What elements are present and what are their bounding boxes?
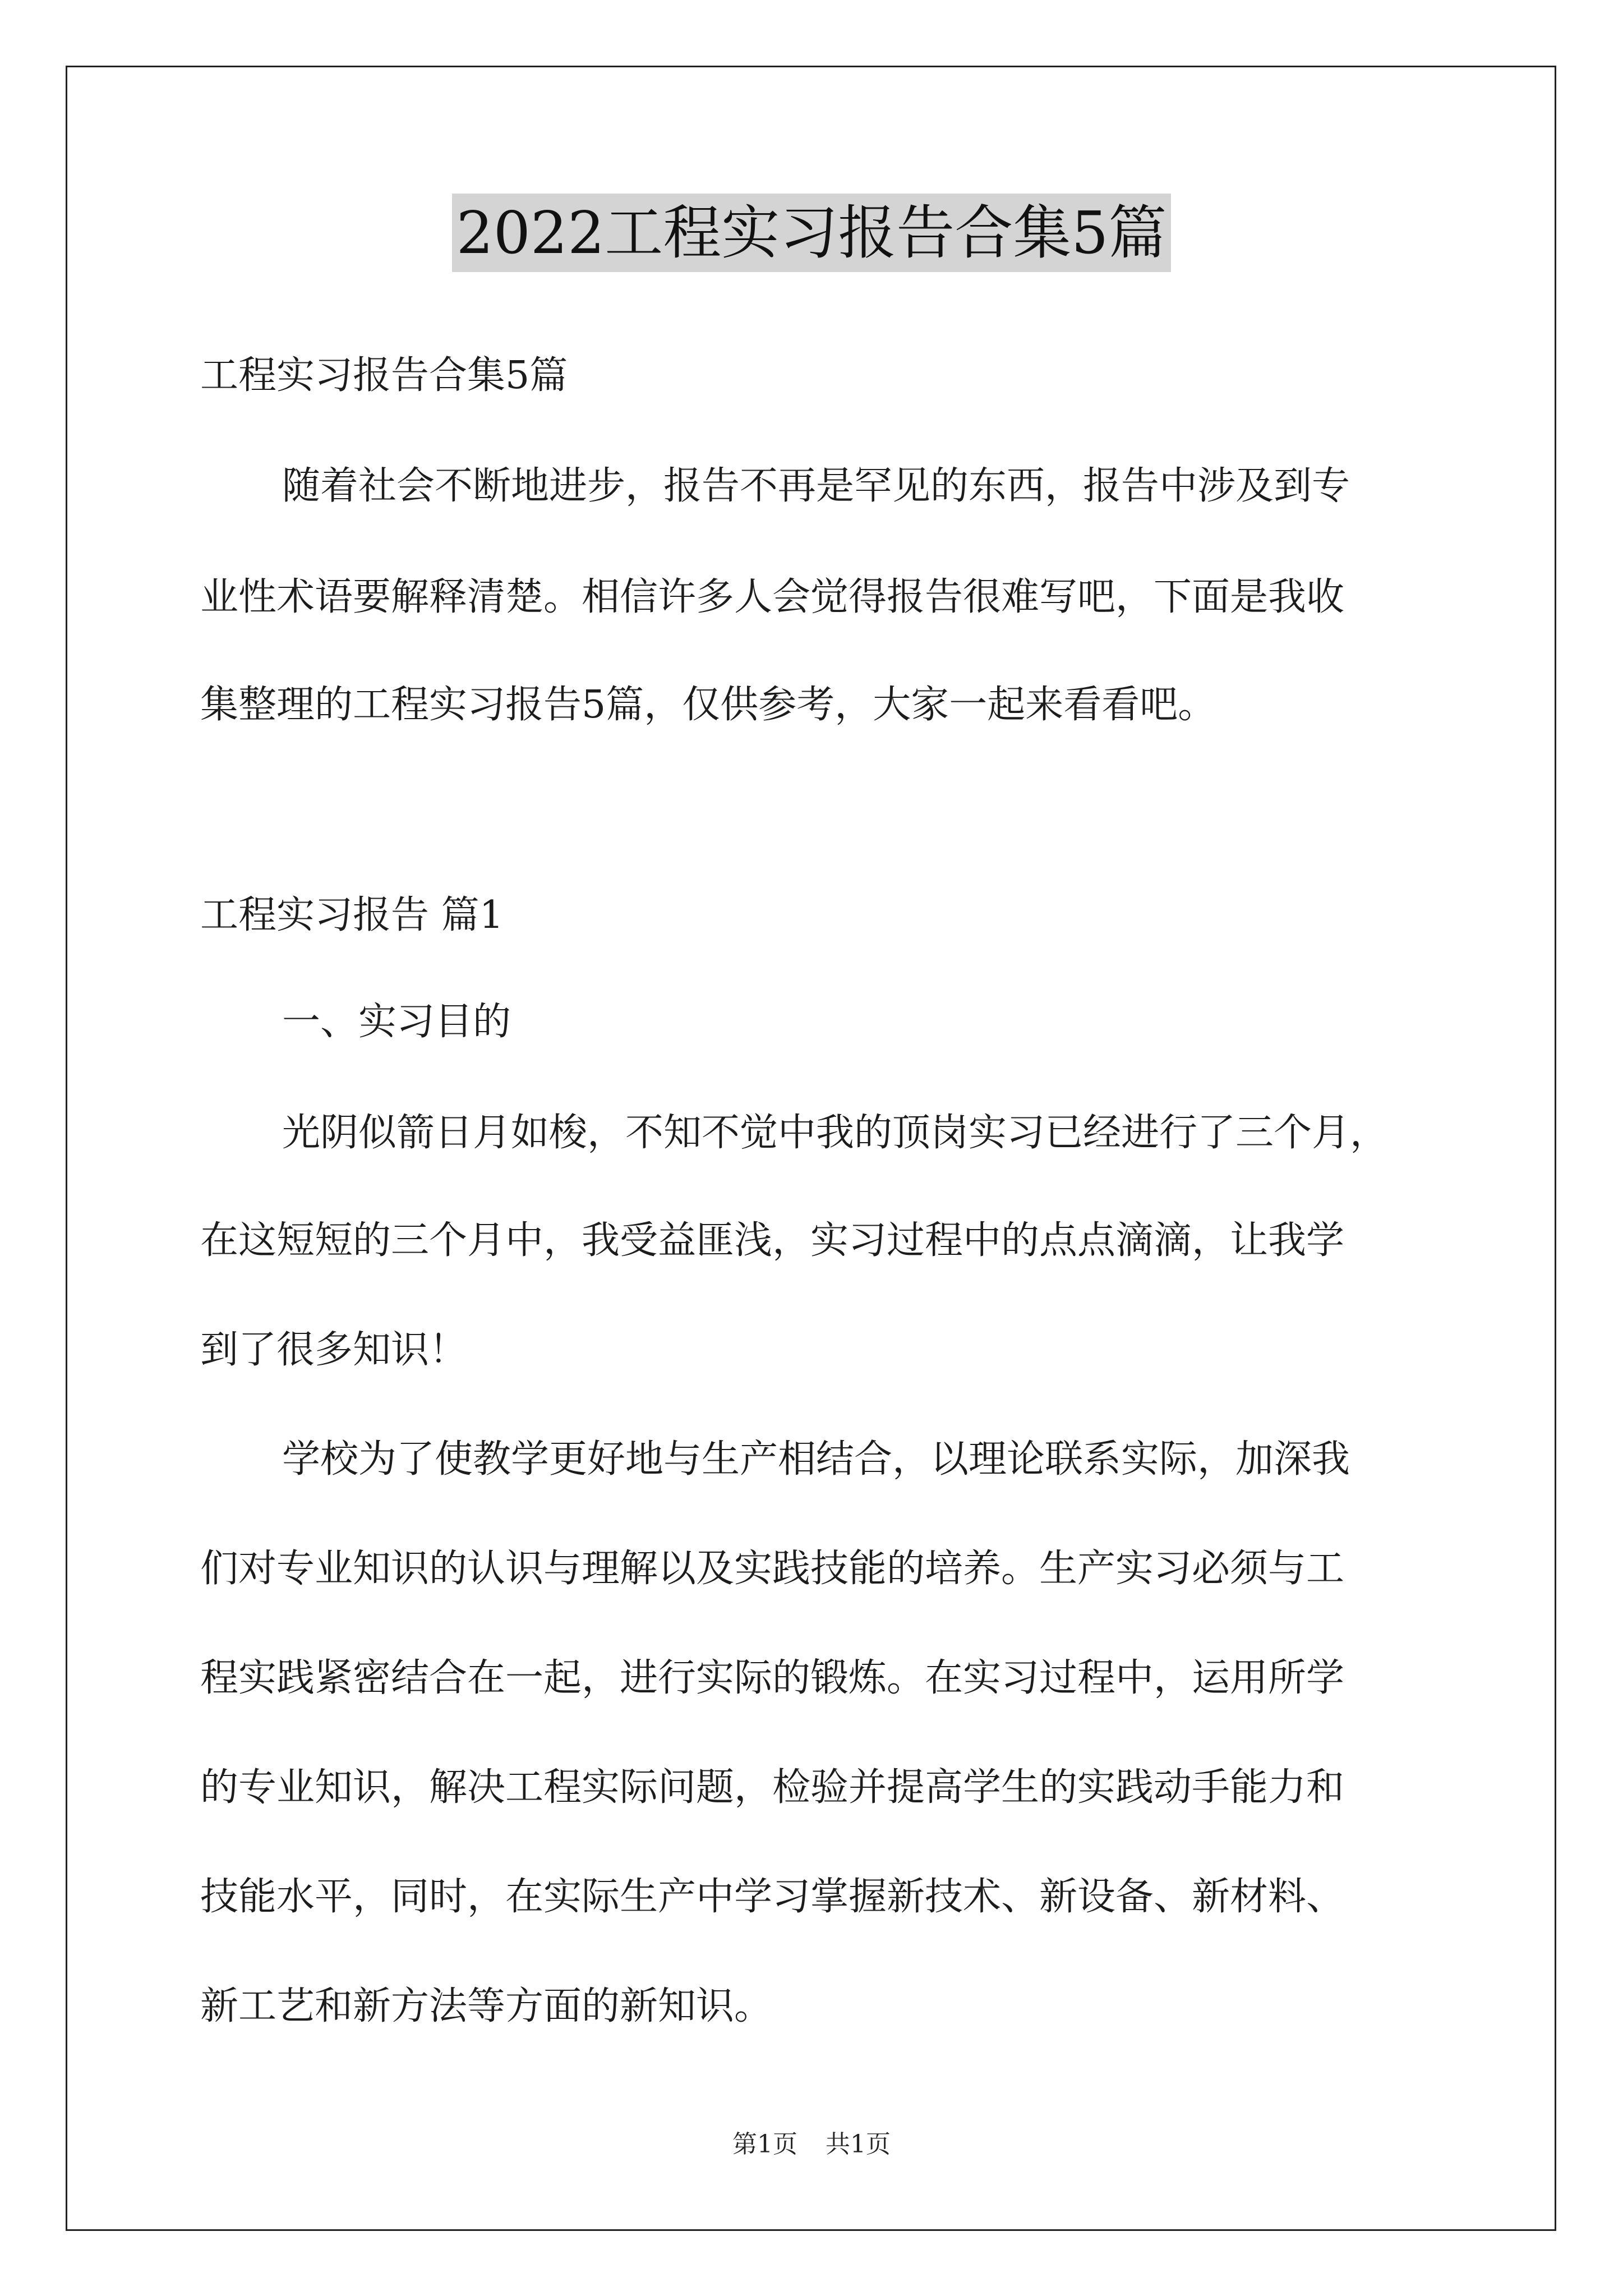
paragraph-line: 光阴似箭日月如梭，不知不觉中我的顶岗实习已经进行了三个月， [282,1111,1389,1155]
page-footer [0,2128,1623,2161]
title-container [0,194,1623,272]
document-subtitle: 工程实习报告合集5篇 [200,353,568,398]
paragraph-line: 在这短短的三个月中，我受益匪浅，实习过程中的点点滴滴，让我学 [200,1218,1345,1263]
paragraph-line: 新工艺和新方法等方面的新知识。 [200,1984,773,2028]
document-title: 2022工程实习报告合集5篇 [452,194,1172,272]
intro-line: 业性术语要解释清楚。相信许多人会觉得报告很难写吧，下面是我收 [200,575,1345,619]
paragraph-line: 的专业知识，解决工程实际问题，检验并提高学生的实践动手能力和 [200,1765,1345,1810]
intro-line: 集整理的工程实习报告5篇，仅供参考，大家一起来看看吧。 [200,683,1216,727]
paragraph-line: 到了很多知识！ [200,1328,468,1372]
subsection-heading: 一、实习目的 [282,1000,511,1044]
intro-line: 随着社会不断地进步，报告不再是罕见的东西，报告中涉及到专 [282,464,1350,508]
paragraph-line: 们对专业知识的认识与理解以及实践技能的培养。生产实习必须与工 [200,1547,1345,1591]
section-heading: 工程实习报告 篇1 [200,893,504,937]
paragraph-line: 学校为了使教学更好地与生产相结合，以理论联系实际，加深我 [282,1437,1350,1481]
paragraph-line: 技能水平，同时，在实际生产中学习掌握新技术、新设备、新材料、 [200,1875,1345,1919]
page-total: 共1页 [826,2130,891,2159]
paragraph-line: 程实践紧密结合在一起，进行实际的锻炼。在实习过程中，运用所学 [200,1656,1345,1700]
page-number: 第1页 [732,2130,797,2159]
